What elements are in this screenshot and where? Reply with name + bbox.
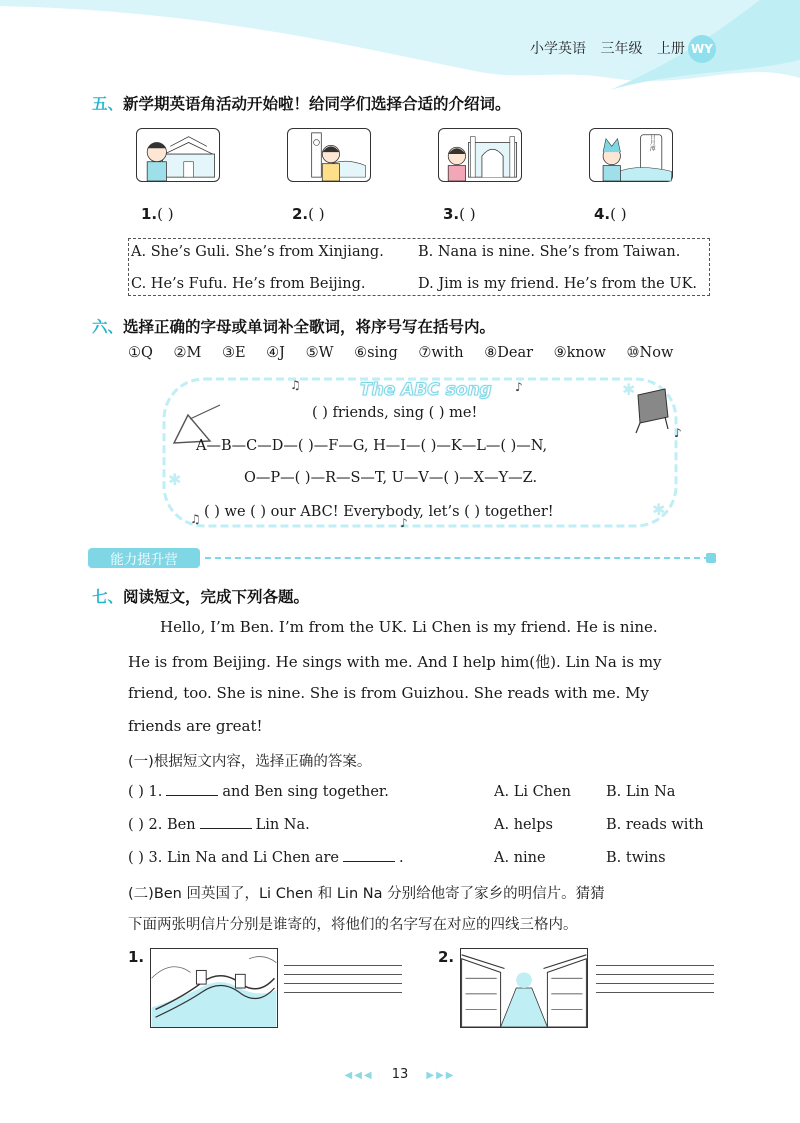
- banner-end-cap: [706, 553, 716, 563]
- choice-4: ④J: [266, 345, 285, 361]
- header-grade: 三年级: [600, 41, 643, 57]
- picture-3: [438, 128, 522, 182]
- question-3-blank[interactable]: [343, 850, 395, 862]
- question-1: ( ) 1. and Ben sing together.: [128, 784, 389, 800]
- question-3: ( ) 3. Lin Na and Li Chen are .: [128, 850, 404, 866]
- song-line-1: ( ) friends, sing ( ) me!: [312, 405, 478, 421]
- song-line-2: A—B—C—D—( )—F—G, H—I—( )—K—L—( )—N,: [196, 438, 548, 454]
- choice-10: ⑩Now: [626, 345, 674, 361]
- option-d: D. Jim is my friend. He’s from the UK.: [418, 276, 698, 292]
- writing-lines-1[interactable]: [284, 965, 402, 1001]
- tiananmen-boy-illustration: [137, 129, 219, 181]
- svg-text:♪: ♪: [674, 426, 682, 440]
- page-number: 13: [391, 1067, 409, 1082]
- footer-right-arrows: ▶▶▶: [426, 1070, 456, 1081]
- answer-paren-3[interactable]: ( ): [459, 205, 476, 223]
- choice-6: ⑥sing: [354, 345, 398, 361]
- passage-line-2: He is from Beijing. He sings with me. And I help him(他). Lin Na is my: [128, 653, 662, 671]
- song-line-3: O—P—( )—R—S—T, U—V—( )—X—Y—Z.: [244, 470, 538, 486]
- option-c: C. He’s Fufu. He’s from Beijing.: [131, 276, 366, 292]
- option-a: A. She’s Guli. She’s from Xinjiang.: [131, 244, 384, 260]
- section6-number: 六、: [92, 318, 124, 336]
- wy-badge: WY: [688, 35, 716, 63]
- postcard-2-label: 2.: [438, 948, 455, 966]
- choice-2: ②M: [173, 345, 202, 361]
- question-1-blank[interactable]: [166, 784, 218, 796]
- question-3-option-b: B. twins: [606, 850, 666, 866]
- svg-text:♫: ♫: [290, 378, 301, 392]
- passage-line-1: Hello, I’m Ben. I’m from the UK. Li Chen is my friend. He is nine.: [160, 618, 658, 636]
- choice-7: ⑦with: [418, 345, 464, 361]
- passage-line-3: friend, too. She is nine. She is from Guizhou. She reads with me. My: [128, 684, 649, 702]
- picture-4: [589, 128, 673, 182]
- sun-moon-lake-girl-illustration: [590, 129, 672, 181]
- answer-paren-2[interactable]: ( ): [308, 205, 325, 223]
- ability-banner: 能力提升营: [88, 548, 200, 568]
- question-1-paren[interactable]: ( ): [128, 784, 144, 800]
- song-line-4: ( ) we ( ) our ABC! Everybody, let’s ( ) together!: [204, 504, 554, 520]
- question-3-option-a: A. nine: [494, 850, 546, 866]
- question-3-paren[interactable]: ( ): [128, 850, 144, 866]
- choice-8: ⑧Dear: [484, 345, 534, 361]
- part2-line-1: (二)Ben 回英国了，Li Chen 和 Lin Na 分别给他寄了家乡的明信片。猜猜: [128, 886, 605, 902]
- section7-number: 七、: [92, 588, 124, 606]
- question-2-option-a: A. helps: [494, 817, 553, 833]
- section6-text: 选择正确的字母或单词补全歌词，将序号写在括号内。: [123, 318, 496, 336]
- page-footer: [0, 1067, 800, 1082]
- postcard-1: [150, 948, 278, 1028]
- svg-text:✱: ✱: [622, 380, 636, 399]
- xinjiang-girl-illustration: [439, 129, 521, 181]
- header-volume: 上册: [656, 41, 685, 57]
- item-1: 1.( ): [141, 205, 174, 223]
- choice-5: ⑤W: [305, 345, 334, 361]
- choices-list: [128, 345, 689, 361]
- footer-left-arrows: ◀◀◀: [344, 1070, 374, 1081]
- item-3: 3.( ): [443, 205, 476, 223]
- part1-title: (一)根据短文内容，选择正确的答案。: [128, 754, 372, 770]
- section7-title: [92, 585, 309, 607]
- question-1-option-a: A. Li Chen: [494, 784, 571, 800]
- picture-2: [287, 128, 371, 182]
- writing-lines-2[interactable]: [596, 965, 714, 1001]
- passage-line-4: friends are great!: [128, 717, 263, 735]
- header-subject: 小学英语: [530, 41, 586, 57]
- question-2: ( ) 2. Ben Lin Na.: [128, 817, 310, 833]
- svg-text:♪: ♪: [400, 516, 408, 530]
- svg-text:✱: ✱: [652, 500, 666, 519]
- question-1-option-b: B. Lin Na: [606, 784, 676, 800]
- section7-text: 阅读短文，完成下列各题。: [123, 588, 310, 606]
- great-wall-illustration: [151, 949, 277, 1027]
- answer-paren-4[interactable]: ( ): [610, 205, 627, 223]
- question-2-blank[interactable]: [200, 817, 252, 829]
- section6-title: [92, 315, 495, 337]
- song-title: The ABC song: [360, 380, 492, 400]
- choice-3: ③E: [221, 345, 246, 361]
- bigben-girl-illustration: [288, 129, 370, 181]
- postcard-2: [460, 948, 588, 1028]
- section5-title: [92, 92, 511, 114]
- svg-text:♫: ♫: [190, 512, 201, 526]
- section5-text: 新学期英语角活动开始啦！给同学们选择合适的介绍词。: [123, 95, 511, 113]
- picture-1: [136, 128, 220, 182]
- part2-line-2: 下面两张明信片分别是谁寄的，将他们的名字写在对应的四线三格内。: [128, 917, 578, 933]
- option-b: B. Nana is nine. She’s from Taiwan.: [418, 244, 681, 260]
- question-2-option-b: B. reads with: [606, 817, 704, 833]
- item-4: 4.( ): [594, 205, 627, 223]
- question-2-paren[interactable]: ( ): [128, 817, 144, 833]
- answer-paren-1[interactable]: ( ): [157, 205, 174, 223]
- header-text: [530, 38, 695, 58]
- old-town-street-illustration: [461, 949, 587, 1027]
- choice-1: ①Q: [128, 345, 153, 361]
- choice-9: ⑨know: [553, 345, 606, 361]
- banner-dashed-line: [205, 557, 710, 559]
- sign-text: 日月潭: [648, 133, 655, 152]
- section5-number: 五、: [92, 95, 124, 113]
- postcard-1-label: 1.: [128, 948, 145, 966]
- item-2: 2.( ): [292, 205, 325, 223]
- svg-text:♪: ♪: [515, 380, 523, 394]
- svg-text:✱: ✱: [168, 470, 182, 489]
